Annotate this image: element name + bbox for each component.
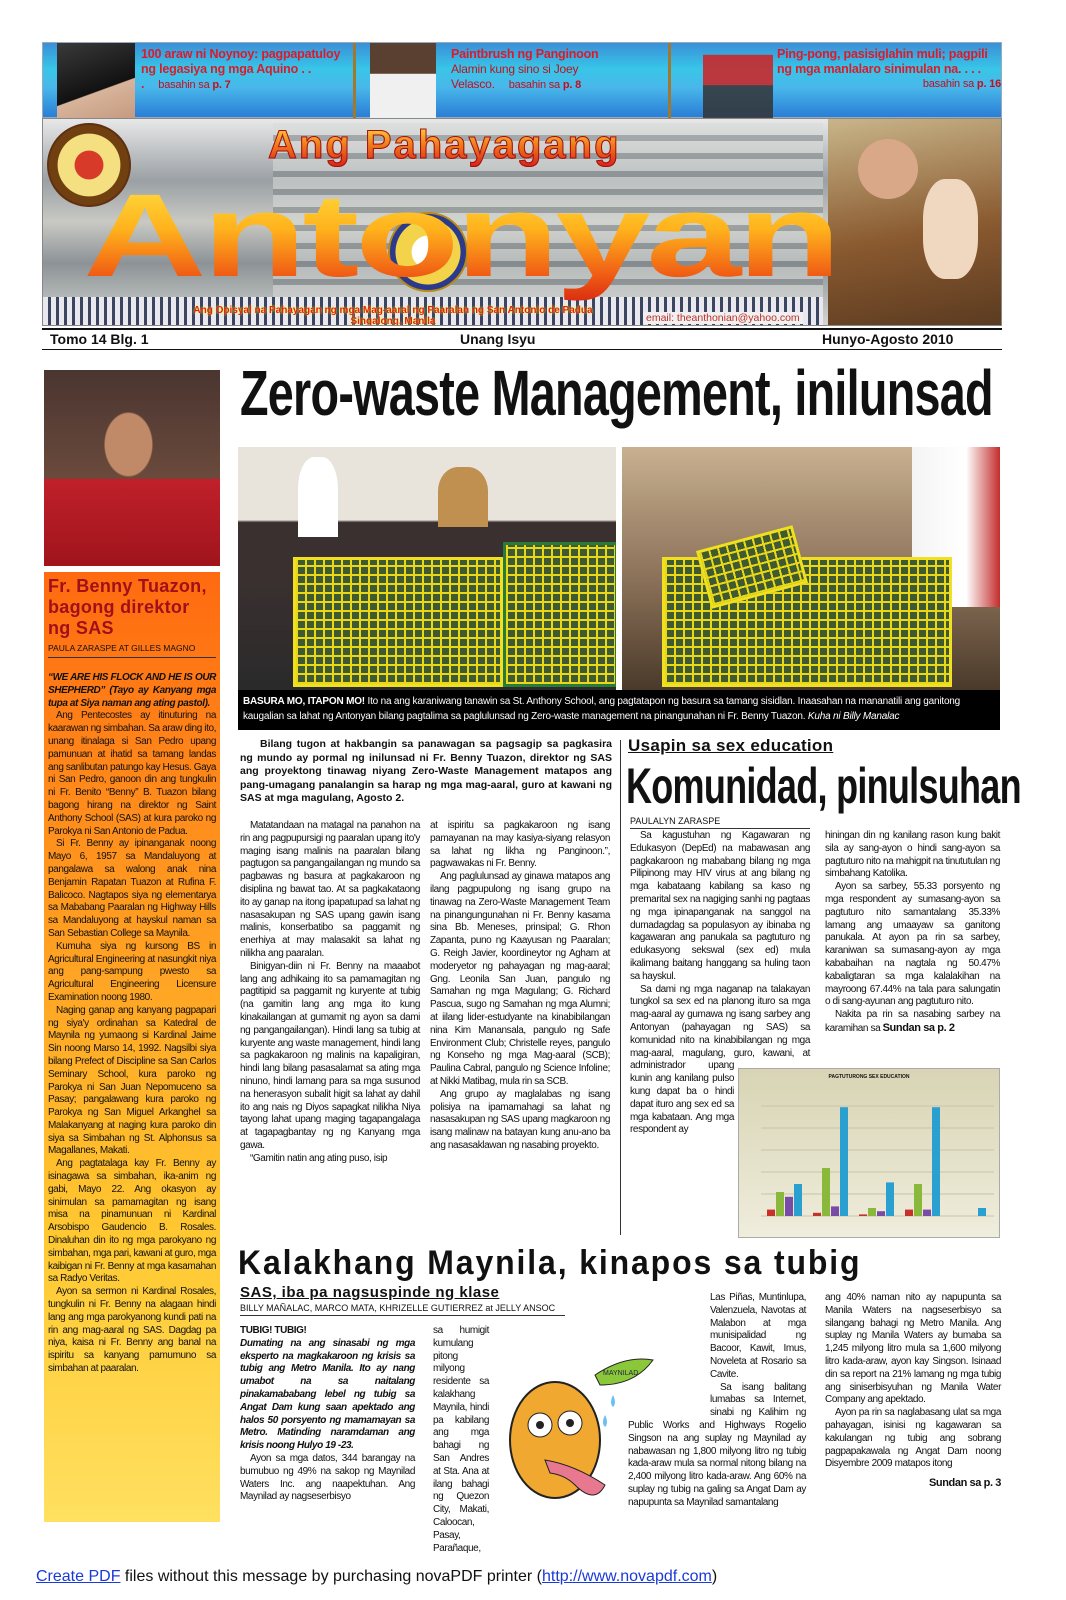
sex-ed-col1: Sa kagustuhan ng Kagawaran ng Edukasyon (DepEd) na mabawasan ang pagkakaroon ng mababang bilang ng mga Pilipinong may HIV virus at ang bilang ng mga kabataang kabilang sa kaso ng premarital sex na nagiging sanhi ng pagtaas ng mga ipinapanganak na sanggol na dumadagdag sa populasyon ay ibinaba ng kagawaran ang panukala sa pagtuturo ng edukasyong sekswal (sex ed) mula ikalimang baitang hanggang sa huling taon sa hayskul. Sa dami ng mga naganap na talakayan tungkol sa sex ed na planong ituro sa mga mag-aaral ay gumawa ng isang sarbey ang Antonyan (pahayagan ng SAS) sa komunidad nito na kinabibilangan ng mga mag-aaral, magulang, guro, kawani, at administrador upang kunin ang kanilang pulso kung dapat ba o hindi dapat ituro ang sex ed sa mga kabataan. Ang mga respondent ay — [630, 830, 810, 1136]
photo-caption: BASURA MO, ITAPON MO! Ito na ang karaniwang tanawin sa St. Anthony School, ang pagtatapon ng basura sa tamang sisidlan. Inaasahan na mananatili ang ganitong kaugalian sa lahat ng Antonyan bilang pagtalima sa paglulunsad ng Zero-waste management na pinangunahan ni Fr. Benny Tuazon. Kuha ni Billy Manalac — [238, 690, 1000, 730]
novapdf-link[interactable]: http://www.novapdf.com — [542, 1568, 712, 1585]
chart-bar — [859, 1214, 867, 1216]
chart-bar — [822, 1168, 830, 1216]
waste-bins-photo-1 — [238, 447, 616, 690]
chart-title: PAGTUTURONG SEX EDUCATION — [828, 1074, 910, 1080]
teaser-2[interactable]: Paintbrush ng Panginoon Alamin kung sino si Joey Velasco. basahin sa p. 8 — [451, 47, 599, 91]
side-article-title: Fr. Benny Tuazon, bagong direktor ng SAS — [48, 576, 207, 638]
sex-ed-survey-chart — [738, 1068, 1000, 1238]
masthead-title: Antonyan — [83, 170, 838, 302]
create-pdf-link[interactable]: Create PDF — [36, 1568, 121, 1585]
water-byline: BILLY MAÑALAC, MARCO MATA, KHRIZELLE GUTIERREZ at JELLY ANSOC — [240, 1303, 565, 1316]
water-col3: Las Piñas, Muntinlupa, Valenzuela, Navotas at Malabon at mga munisipalidad ng Bacoor, Kawit, Imus, Noveleta at Rosario sa Cavite. Sa isang balitang lumabas sa Internet, sinabi ng Kalihim ng Public Works and Highways Rogelio Singson na ang suplay ng Maynilad ay nabawasan ng 1,800 milyong litro ng tubig kada-araw mula sa normal nitong bilang na 2,400 milyong litro kada-araw. Ang 60% na suplay ng tubig na galing sa Angat Dam ay napupunta sa Maynilad samantalang — [628, 1292, 806, 1508]
chart-bar — [877, 1211, 885, 1216]
chart-bar — [840, 1107, 848, 1216]
main-headline: Zero-waste Management, inilunsad — [240, 357, 993, 429]
pdf-footer: Create PDF files without this message by purchasing novaPDF printer (http://www.novapdf.com) — [36, 1568, 718, 1585]
email-address[interactable]: email: theanthonian@yahoo.com — [643, 312, 803, 324]
divider — [668, 43, 671, 119]
issue-volume: Tomo 14 Blg. 1 — [50, 331, 149, 347]
teaser-1[interactable]: 100 araw ni Noynoy: pagpapatuloy ng legasiya ng mga Aquino . . . basahin sa p. 7 — [141, 47, 341, 91]
continued-link[interactable]: Sundan sa p. 3 — [928, 1477, 1001, 1490]
issue-edition: Unang Isyu — [460, 331, 536, 347]
chart-bar — [868, 1208, 876, 1216]
chart-bar — [923, 1210, 931, 1216]
main-article-col1: Matatandaan na matagal na panahon na rin ang pagpupursigi ng paaralan upang ito'y maging isang malinis na paaralan bilang pagtugon sa pangangailangan ng mundo sa pagbawas ng basura at pagkakaroon ng disiplina ng bawat tao. At sa pagkakataong ito ay ganap na itong ipapatupad sa lahat ng nasasakupan ng SAS upang gawin isang malinis, konserbatibo sa paggamit ng enerhiya at may malasakit sa lahat ng nilikha ang paaralan. Binigyan-diin ni Fr. Benny na maaabot lang ang adhikaing ito sa pamamagitan ng pagtitipid sa paggamit ng kuryente at tubig (na gamitin lang ang mga ito kung kinakailangan at gumamit ng ayon sa dami ng pangangailangan). Hindi lang sa tubig at kuryente ang waste management, hindi lang sa pagkakaroon ng malinis na kapaligiran, hindi lang bilang pasasalamat sa ating mga ninuno, hindi lamang para sa mga susunod na henerasyon subalit higit sa lahat ay dahil ito ang nais ng Diyos sapagkat nilikha Niya tayong lahat upang maging tagapangalaga at tagapagbantay ng ng Kanyang mga gawa. “Gamitin natin ang ating puso, isip — [240, 820, 420, 1164]
chart-bar — [794, 1184, 802, 1216]
side-article-byline: PAULA ZARASPE AT GILLES MAGNO — [48, 643, 216, 658]
water-col1: TUBIG! TUBIG! Dumating na ang sinasabi ng mga eksperto na magkakaroon ng krisis sa tubig ang Metro Manila. Ito ay nang umabot na sa naitalang pinakamababang lebel ng tubig sa Angat Dam kung saan apektado ang halos 50 porsyento ng mamamayan sa Metro. Matinding naramdaman ang krisis noong Hulyo 19 -23. Ayon sa mga datos, 344 barangay na bumubuo ng 49% na sakop ng Maynilad Waters Inc. ang naapektuhan. Ang Maynilad ay nagseserbisyo — [240, 1325, 415, 1503]
masthead-location: Singalong, Manila — [350, 316, 436, 326]
paragraph: Naging ganap ang kanyang pagpapari ng siya'y ordinahan sa Katedral de Maynila ng yumaong si Kardinal Jaime Sin noong Marso 14, 1992. Nagsilbi siya bilang Prefect of Discipline sa San Carlos Seminary School, kura paroko ng Parokya ni San Juan Nepomuceno sa Pasay; pangalawang kura paroko ng Parokya ng San Miguel Arkanghel sa Malakanyang at naging kura paroko din siya sa Simbahan ng St. Alphonsus sa Magallanes, Makati. — [48, 1004, 216, 1157]
paragraph: Ayon sa sermon ni Kardinal Rosales, tungkulin ni Fr. Benny na alagaan hindi lang ang mga parokyanong kundi pati na rin ang mag-aaral ng SAS. Dagdag pa niya, kaisa ni Fr. Benny ang banal na ispiritu sa kanyang pamumuno sa simbahan at paaralan. — [48, 1286, 216, 1375]
masthead-tagline: Ang Opisyal na Pahayagan ng mga Mag-aaral ng Paaralan ng San Antonio de Padua — [193, 305, 593, 316]
main-article-col2: at ispiritu sa pagkakaroon ng isang pamayanan na may kasiya-siyang relasyon sa lahat ng likha ng Panginoon.”, pagwawakas ni Fr. Benny. Ang paglulunsad ay ginawa matapos ang ilang pagpupulong ng isang grupo na tinawag na Zero-Waste Management Team na pinangungunahan ni Fr. Benny kasama sina Bb. Meneses, prinsipal; G. Rhon Zapanta, puno ng Kaayusan ng Paaralan; G. Reigh Javier, koordineytor ng Agham at moderyetor ng pahayagan ng mag-aaral; Gng. Leonila San Juan, pangulo ng Samahan ng mga Magulang; G. Richard Pascua, sugo ng Samahan ng mga Alumni; at iilang lider-estudyante na kinabibilangan nina Kim Manansala, pangulo ng Safe Environment Club; Christelle reyes, pangulo ng Konseho ng mga Mag-aaral (SCB); Paulina Cabral, pangulo ng Science Infoline; at Nikki Matibag, mula rin sa SCB. Ang grupo ay maglalabas ng isang polisiya na ipamamahagi sa lahat ng nasasakupan ng SAS upang magkaroon ng isang malinaw na batayan kung anu-ano ba ang nasasaklawan ng nasabing proyekto. — [430, 820, 610, 1151]
chart-bar — [785, 1197, 793, 1216]
paragraph: Ang pagtatalaga kay Fr. Benny ay isinagawa sa simbahan, ika-anim ng gabi, Mayo 22. Ang okasyon ay sinimulan sa pamamagitan ng isang misa na pinamunuan ni Kardinal Arsobispo Gaudencio B. Rosales. Dinaluhan din ito ng mga parokyano ng simbahan, mga pari, kawani at guro, mga kaibigan ni Fr. Benny at mga kasamahan sa Radyo Veritas. — [48, 1158, 216, 1285]
chart-bar — [813, 1213, 821, 1216]
teaser-3[interactable]: Ping-pong, pasisiglahin muli; pagpili ng mga manlalaro sinimulan na. . . . basahin sa p. 16 — [777, 47, 1001, 90]
water-col2: sa humigit kumulang pitong milyong residente sa kalakhang Maynila, hindi pa kabilang ang mga bahagi ng San Andres at Sta. Ana at ilang bahagi ng Quezon City, Makati, Caloocan, Pasay, Parañaque, — [433, 1325, 489, 1554]
paragraph: Kumuha siya ng kursong BS in Agricultural Engineering at nasungkit niya ang pang-sampung pwesto sa Agricultural Engineering Licensure Examination noong 1980. — [48, 940, 216, 1003]
side-article — [44, 572, 220, 1522]
fr-benny-photo — [44, 370, 220, 566]
chart-bar — [767, 1210, 775, 1216]
divider — [353, 43, 356, 119]
waste-bins-photo-2 — [622, 447, 1000, 690]
side-article-lead: “WE ARE HIS FLOCK AND HE IS OUR SHEPHERD” (Tayo ay Kanyang mga tupa at Siya naman ang ating pastol). — [48, 672, 216, 709]
teaser-photo-aquino — [57, 43, 135, 119]
sex-ed-headline: Komunidad, pinulsuhan — [626, 758, 1021, 814]
divider — [42, 349, 1002, 350]
sex-ed-byline: PAULALYN ZARASPE — [630, 816, 810, 829]
teaser-photo-velasco — [370, 43, 436, 119]
water-col4: ang 40% naman nito ay napupunta sa Manila Waters na nagseserbisyo sa silangang bahagi ng Metro Manila. Ang suplay ng Manila Waters ay bumaba sa 1,245 milyong litro mula sa 1,600 milyong litro kada-araw, ayon kay Singson. Isinaad din sa report na 21% lamang ng mga tubig ang siniserbisyuhan ng Manila Water Company ang apektado. Ayon pa rin sa naglabasang ulat sa mga pahayagan, isinisi ng kagawaran sa kakulangan ng tubig ang sobrang pagpapakawala ng Angat Dam noong Disyembre 2009 matapos itong Sundan sa p. 3 — [825, 1292, 1001, 1490]
masthead-pretitle: Ang Pahayagang — [268, 123, 621, 167]
column-divider — [620, 740, 621, 1235]
chart-bar — [776, 1192, 784, 1216]
paragraph: Si Fr. Benny ay ipinanganak noong Mayo 6, 1957 sa Mandaluyong at pangalawa sa walong anak nina Benjamin Rapatan Tuazon at Rufina F. Balicoco. Nagtapos siya ng elementarya sa Mababang Paaralan ng Highway Hills sa Mandaluyong at hayskul naman sa San Sebastian College sa Maynila. — [48, 838, 216, 939]
chart-bar — [886, 1182, 894, 1216]
sex-ed-kicker: Usapin sa sex education — [628, 736, 834, 755]
continued-link[interactable]: Sundan sa p. 2 — [882, 1021, 955, 1034]
issue-date: Hunyo-Agosto 2010 — [822, 331, 954, 347]
chart-bar — [905, 1210, 913, 1216]
st-anthony-image — [828, 119, 1002, 326]
cartoon-label: MAYNILAD — [603, 1370, 639, 1377]
chart-bar — [914, 1184, 922, 1216]
masthead — [42, 118, 1002, 326]
chart-plot — [739, 1081, 999, 1236]
divider — [42, 328, 1002, 330]
chart-bar — [831, 1206, 839, 1216]
chart-bar — [978, 1208, 986, 1216]
teaser-banner — [42, 42, 1002, 118]
paragraph: Ang Pentecostes ay itinuturing na kaarawan ng simbahan. Sa araw ding ito, unang itinalaga si San Pedro upang pamunuan at ihatid sa tamang landas ang sanlibutan patungo kay Hesus. Gaya ni San Pedro, ganoon din ang tungkulin ni Fr. Benito “Benny” B. Tuazon bilang bagong hirang na direktor ng Saint Anthony School (SAS) at kura paroko ng Parokya ni San Antonio de Padua. — [48, 710, 216, 837]
water-subhead: SAS, iba pa nagsuspinde ng klase — [240, 1284, 500, 1301]
thirsty-face-cartoon — [495, 1335, 655, 1510]
water-headline: Kalakhang Maynila, kinapos sa tubig — [238, 1244, 862, 1282]
sex-ed-col2: hiningan din ng kanilang rason kung bakit sila ay sang-ayon o hindi sang-ayon sa pagtuturo nito na mahigpit na tinututulan ng simbahang Katolika. Ayon sa sarbey, 55.33 porsyento ng mga respondent ay sumasang-ayon sa pagtuturo nito samantalang 35.33% lamang ang umaayaw sa ganitong panukala. At ayon pa rin sa sarbey, karaniwan sa sumasang-ayon ay mga kababaihan na nagtala ng 50.47% kabaligtaran sa mga kalalakihan na mayroong 67.44% na tala para salungatin o di sang-ayunan ang pagtuturo nito. Nakita pa rin sa nasabing sarbey na karamihan sa Sundan sa p. 2 — [825, 830, 1000, 1034]
main-article-intro: Bilang tugon at hakbangin sa panawagan sa pagsagip sa pagkasira ng mundo ay pormal ng inilunsad ni Fr. Benny Tuazon, direktor ng SAS ang proyektong tinawag niyang Zero-Waste Management matapos ang pang-umagang panalangin sa harap ng mga mag-aaral, guro at kawani ng SAS at mga magulang, Agosto 2. — [240, 738, 612, 804]
chart-bar — [932, 1107, 940, 1216]
teaser-photo-pingpong — [703, 43, 773, 119]
